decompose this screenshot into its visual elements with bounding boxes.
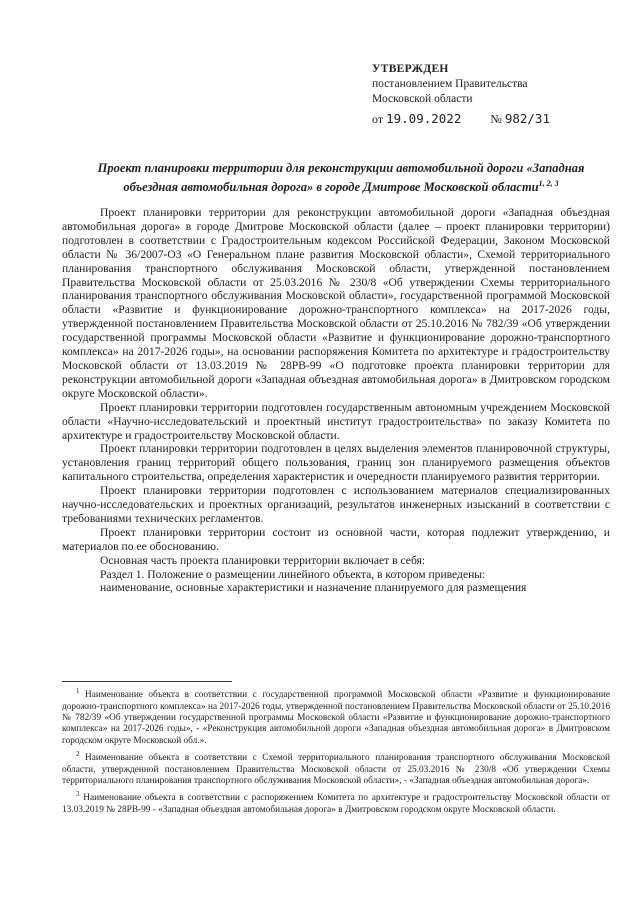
paragraph: Проект планировки территории подготовлен в целях выделения элементов планировочной структуры, установления границ территорий общего пользования, границ зон планируемого размещения объектов капитального строительства, определения характеристик и очередности планируемого развития территории.	[62, 442, 610, 484]
footnote-text: Наименование объекта в соответствии с государственной программой Московской области «Развитие и функционирование дорожно-транспортного комплекса» на 2017-2026 годы, утвержденной постановлением Правительства Московской области от 25.10.2016 № 782/39 «Об утверждении государственной программы Московской области «Развитие и функционирование дорожно-транспортного комплекса» на 2017-2026 годы», - «Реконструкция автомобильной дороги «Западная объездная автомобильная дорога» в Дмитровском городском округе Московской обл.».	[62, 690, 610, 746]
approval-block	[372, 62, 612, 127]
approval-number: 982/31	[504, 111, 550, 126]
document-body	[62, 206, 610, 595]
paragraph: наименование, основные характеристики и назначение планируемого для размещения	[100, 581, 527, 595]
footnote-mark: 3	[76, 790, 80, 799]
footnote	[62, 789, 610, 816]
approval-status: УТВЕРЖДЕН	[372, 63, 449, 75]
document-title	[86, 160, 596, 195]
footnote-text: Наименование объекта в соответствии с распоряжением Комитета по архитектуре и градостроительству Московской области от 13.03.2019 № 28РВ-99 - «Западная объездная автомобильная дорога» в Дмитровском городском округе Московской области.	[62, 793, 610, 815]
date-prefix: от	[372, 112, 384, 126]
title-text: Проект планировки территории для реконструкции автомобильной дороги «Западная объездная автомобильная дорога» в городе Дмитрове Московской области	[97, 161, 585, 195]
number-prefix: №	[490, 112, 502, 126]
approval-dateline	[372, 111, 612, 127]
title-footnote-refs: 1, 2, 3	[538, 179, 559, 188]
footnotes	[62, 686, 610, 818]
footnote-mark: 1	[76, 687, 80, 695]
footnote	[62, 686, 610, 747]
footnote-divider	[62, 681, 232, 682]
approval-line-2: Московской области	[372, 93, 473, 105]
paragraph: Проект планировки территории подготовлен с использованием материалов специализированных научно-исследовательских и проектных организаций, результатов инженерных изысканий в соответствии с требованиями технических регламентов.	[62, 484, 610, 525]
approval-date: 19.09.2022	[386, 111, 462, 126]
paragraph: Проект планировки территории состоит из основной части, которая подлежит утверждению, и материалов по ее обоснованию.	[62, 525, 610, 553]
paragraph: Раздел 1. Положение о размещении линейного объекта, в котором приведены:	[100, 567, 486, 581]
paragraph: Основная часть проекта планировки территории включает в себя:	[100, 553, 426, 567]
footnote-mark: 2	[76, 750, 80, 759]
paragraph: Проект планировки территории подготовлен государственным автономным учреждением Московской области «Научно-исследовательский и проектный институт градостроительства» по заказу Комитета по архитектуре и градостроительству Московской области.	[62, 400, 610, 442]
approval-line-1: постановлением Правительства	[372, 78, 528, 90]
paragraph: Проект планировки территории для реконструкции автомобильной дороги «Западная объездная автомобильная дорога» в городе Дмитрове Московской области (далее – проект планировки территории) подготовлен в соответствии с Градостроительным кодексом Российской Федерации, Законом Московской области № 36/2007-ОЗ «О Генеральном плане развития Московской области», Схемой территориального планирования транспортного обслуживания Московской области, утвержденной постановлением Правительства Московской области от 25.03.2016 № 230/8 «Об утверждении Схемы территориального планирования транспортного обслуживания Московской области», государственной программой Московской области «Развитие и функционирование дорожно-транспортного комплекса» на 2017-2026 годы, утвержденной постановлением Правительства Московской области от 25.10.2016 № 782/39 «Об утверждении государственной программы Московской области «Развитие и функционирование дорожно-транспортного комплекса» на 2017-2026 годы», на основании распоряжения Комитета по архитектуре и градостроительству Московской области от 13.03.2019 № 28РВ-99 «О подготовке проекта планировки территории для реконструкции автомобильной дороги «Западная объездная автомобильная дорога» в Дмитровском городском округе Московской области».	[62, 206, 610, 400]
footnote	[62, 749, 610, 787]
footnote-text: Наименование объекта в соответствии с Схемой территориального планирования транспортного обслуживания Московской области, утвержденной постановлением Правительства Московской области от 25.03.2016 № 230/8 «Об утверждении Схемы территориального планирования транспортного обслуживания Московской области», - «Западная объездная автомобильная дорога».	[62, 753, 610, 787]
